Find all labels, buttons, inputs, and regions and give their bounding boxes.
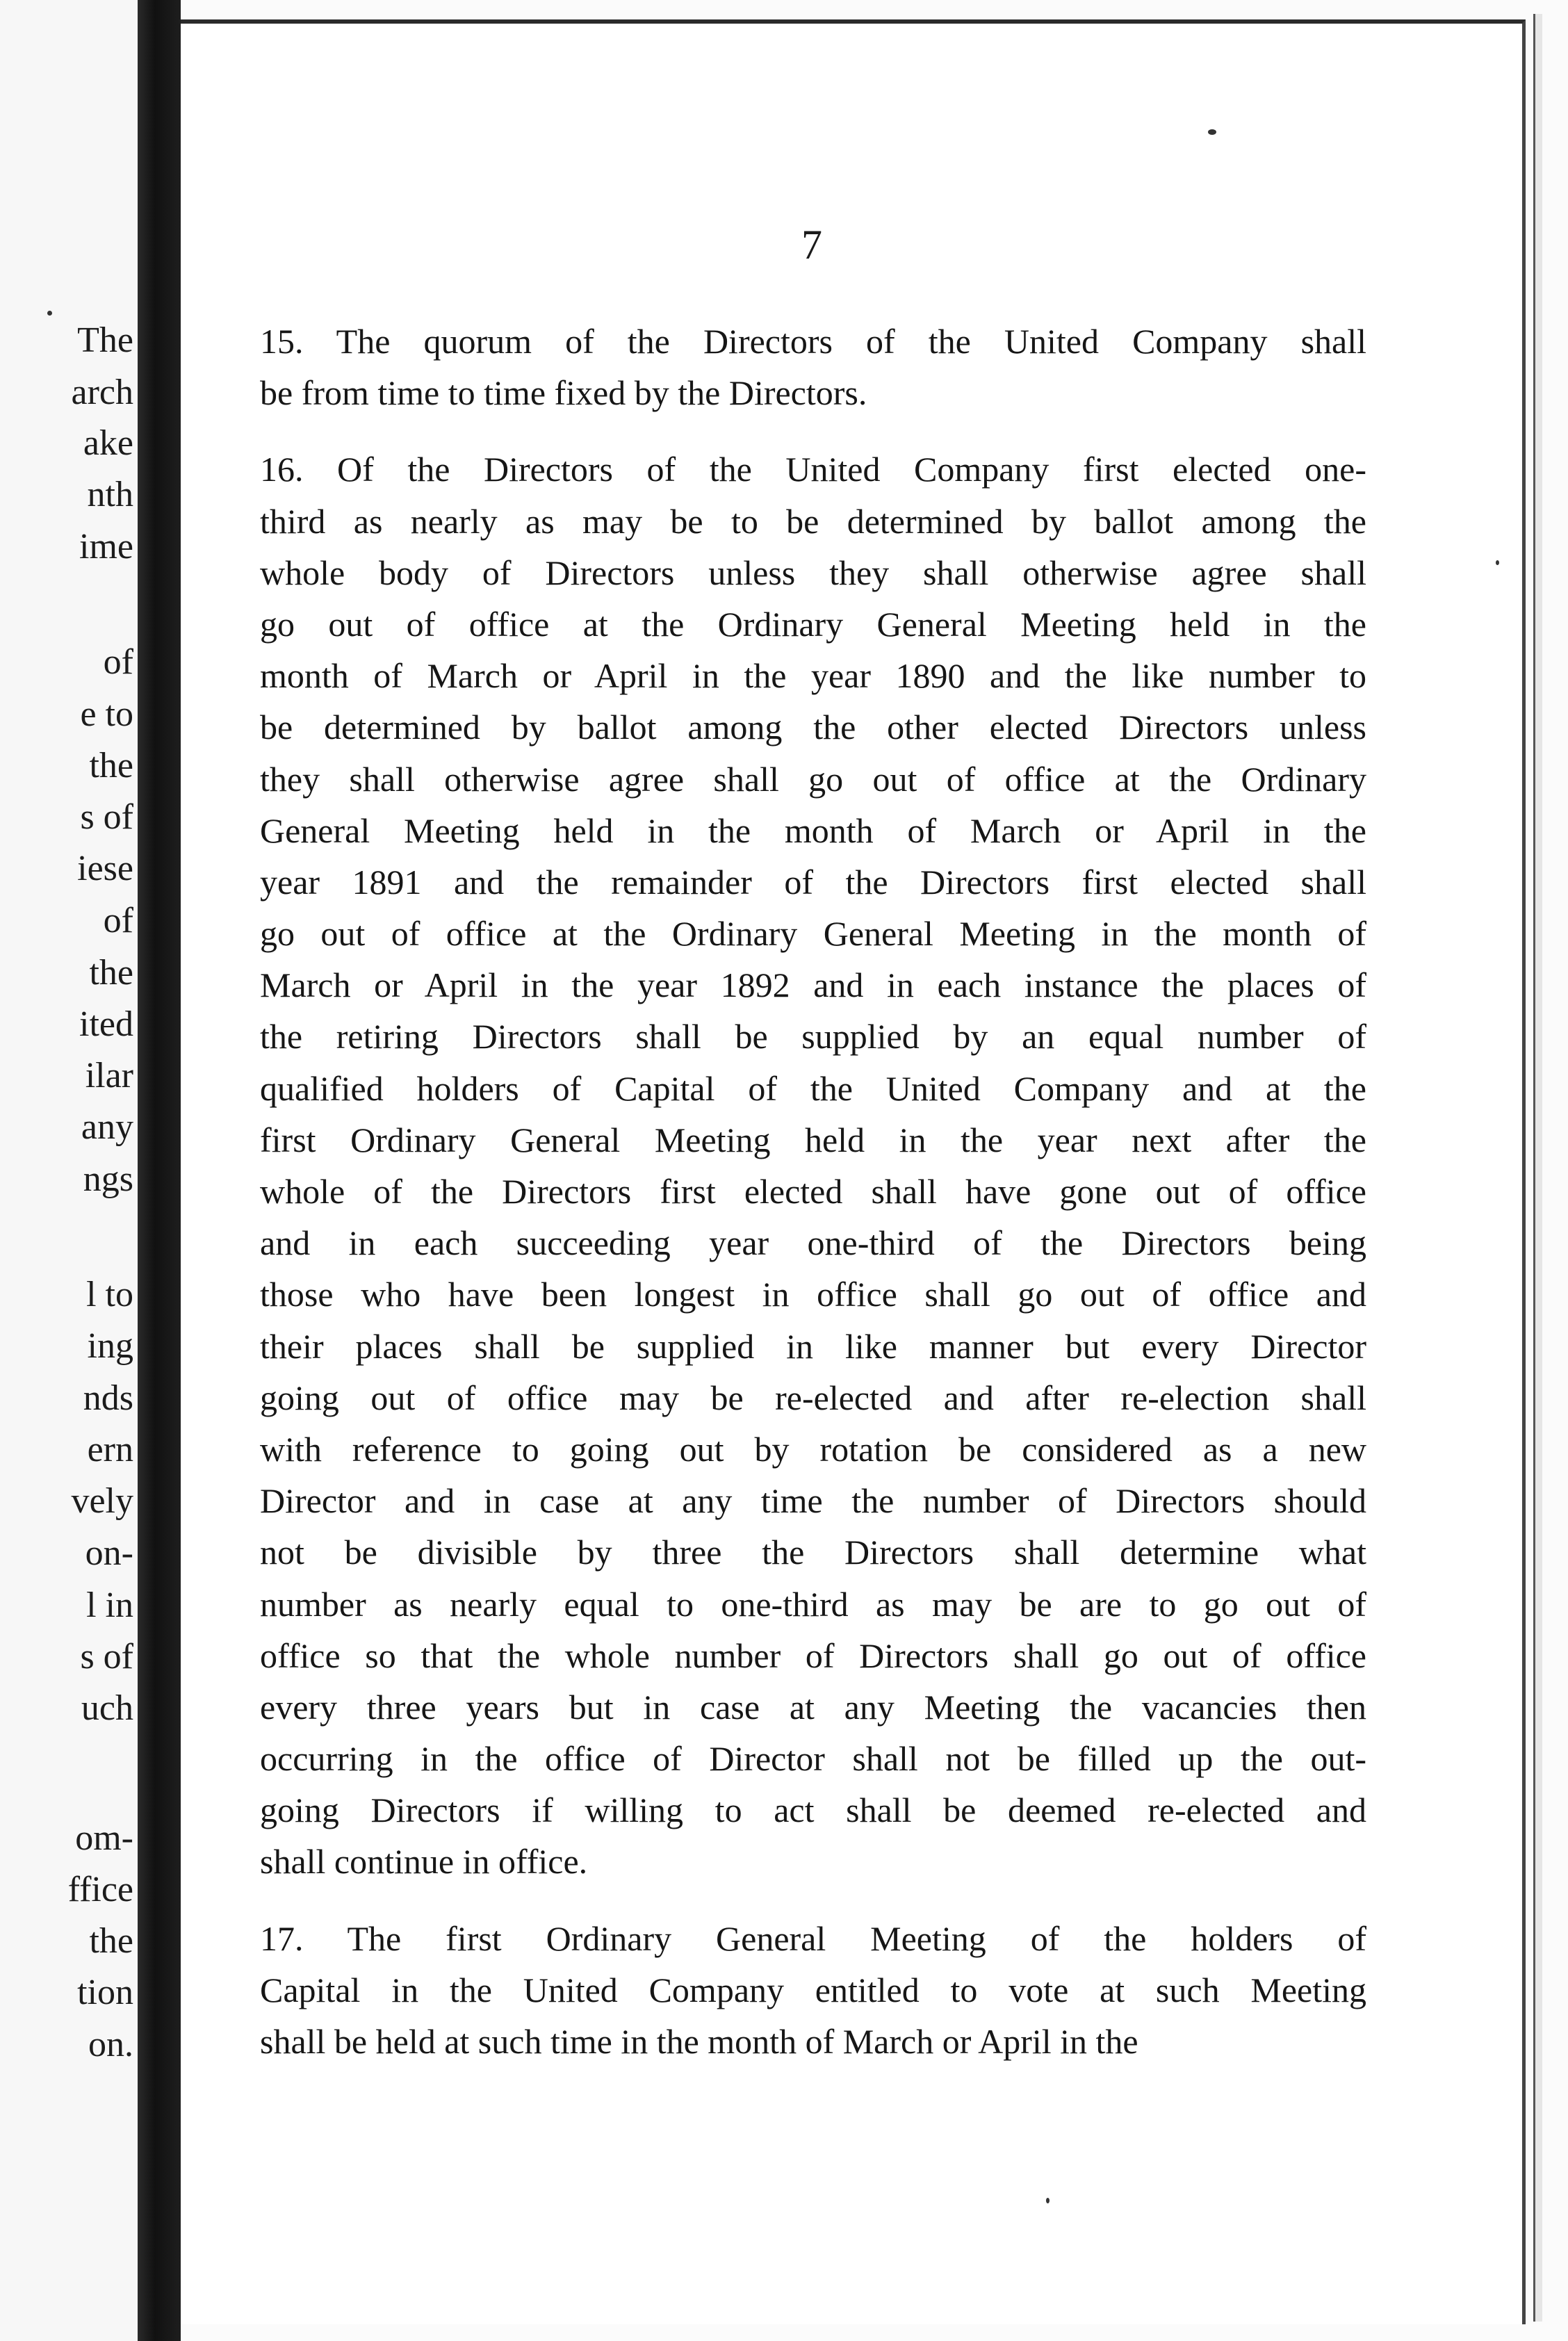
paragraph bbox=[260, 443, 1366, 1887]
facing-page-line: ake bbox=[83, 423, 133, 463]
text-line: be determined by ballot among the other elected Directors unless bbox=[260, 708, 1366, 747]
facing-page-line: om- bbox=[75, 1818, 133, 1858]
text-line: March or April in the year 1892 and in each instance the places of bbox=[260, 965, 1366, 1005]
facing-page-line: ing bbox=[87, 1326, 133, 1366]
facing-page-fragment bbox=[0, 0, 138, 2341]
text-line: go out of office at the Ordinary General Meeting in the month of bbox=[260, 914, 1366, 954]
facing-page-line: ern bbox=[87, 1430, 133, 1469]
facing-page-line: ilar bbox=[85, 1056, 133, 1095]
text-line: shall continue in office. bbox=[260, 1842, 588, 1882]
text-line: not be divisible by three the Directors shall determine what bbox=[260, 1533, 1366, 1572]
facing-page-line: The bbox=[77, 320, 133, 360]
facing-page-line: ime bbox=[79, 527, 133, 566]
text-line: and in each succeeding year one-third of the Directors being bbox=[260, 1223, 1366, 1263]
text-line: 17. The first Ordinary General Meeting of the holders of bbox=[260, 1918, 1366, 1958]
text-line: they shall otherwise agree shall go out of office at the Ordinary bbox=[260, 759, 1366, 799]
facing-page-line: vely bbox=[71, 1481, 133, 1521]
facing-page-line: e to bbox=[80, 694, 133, 734]
facing-page-line: on- bbox=[85, 1533, 133, 1573]
facing-page-line: any bbox=[81, 1107, 133, 1147]
text-line: whole body of Directors unless they shall otherwise agree shall bbox=[260, 553, 1366, 592]
text-line: office so that the whole number of Directors shall go out of office bbox=[260, 1636, 1366, 1675]
text-line: month of March or April in the year 1890 and the like number to bbox=[260, 656, 1366, 696]
facing-page-line: the bbox=[89, 746, 133, 785]
text-line: the retiring Directors shall be supplied by an equal number of bbox=[260, 1017, 1366, 1057]
facing-page-line: l to bbox=[86, 1275, 133, 1314]
facing-page-line: l in bbox=[86, 1585, 133, 1625]
facing-page-line: s of bbox=[80, 1637, 133, 1677]
text-line: number as nearly equal to one-third as may be are to go out of bbox=[260, 1584, 1366, 1624]
facing-page-line: iese bbox=[77, 849, 133, 888]
body-text bbox=[260, 316, 1366, 2067]
page-edge bbox=[1533, 14, 1542, 2322]
text-line: Director and in case at any time the number of Directors should bbox=[260, 1481, 1366, 1521]
ink-speck bbox=[47, 311, 52, 316]
facing-page-line: nds bbox=[83, 1378, 133, 1418]
text-line: those who have been longest in office shall go out of office and bbox=[260, 1275, 1366, 1314]
text-line: with reference to going out by rotation be considered as a new bbox=[260, 1429, 1366, 1469]
text-line: year 1891 and the remainder of the Directors first elected shall bbox=[260, 862, 1366, 902]
text-line: go out of office at the Ordinary General Meeting held in the bbox=[260, 604, 1366, 644]
facing-page-line: ffice bbox=[67, 1870, 133, 1909]
text-line: 15. The quorum of the Directors of the United Company shall bbox=[260, 322, 1366, 361]
text-line: going out of office may be re-elected and after re-election shall bbox=[260, 1378, 1366, 1417]
text-line: Capital in the United Company entitled to vote at such Meeting bbox=[260, 1970, 1366, 2009]
facing-page-line: of bbox=[103, 901, 133, 940]
text-line: whole of the Directors first elected shall have gone out of office bbox=[260, 1172, 1366, 1211]
text-line: be from time to time fixed by the Directors. bbox=[260, 373, 867, 413]
facing-page-line: arch bbox=[71, 373, 133, 412]
book-gutter bbox=[138, 0, 181, 2341]
facing-page-line: the bbox=[89, 953, 133, 993]
text-line: qualified holders of Capital of the United Company and at the bbox=[260, 1068, 1366, 1108]
text-line: third as nearly as may be to be determined by ballot among the bbox=[260, 501, 1366, 541]
facing-page-line: uch bbox=[81, 1688, 133, 1728]
paragraph bbox=[260, 316, 1366, 418]
ink-speck bbox=[1496, 560, 1499, 565]
text-line: their places shall be supplied in like manner but every Director bbox=[260, 1326, 1366, 1366]
facing-page-line: the bbox=[89, 1921, 133, 1961]
ink-speck bbox=[1208, 129, 1216, 135]
facing-page-line: ited bbox=[79, 1004, 133, 1044]
text-line: 16. Of the Directors of the United Company first elected one- bbox=[260, 450, 1366, 489]
text-line: going Directors if willing to act shall be deemed re-elected and bbox=[260, 1791, 1366, 1830]
text-line: General Meeting held in the month of March or April in the bbox=[260, 810, 1366, 850]
ink-speck bbox=[1046, 2198, 1050, 2203]
text-line: first Ordinary General Meeting held in the year next after the bbox=[260, 1120, 1366, 1159]
facing-page-line: tion bbox=[77, 1973, 133, 2012]
facing-page-line: s of bbox=[80, 797, 133, 837]
facing-page-line: nth bbox=[87, 475, 133, 514]
text-line: every three years but in case at any Meeting the vacancies then bbox=[260, 1687, 1366, 1727]
facing-page-line: on. bbox=[88, 2025, 133, 2064]
facing-page-line: ngs bbox=[83, 1159, 133, 1199]
paragraph bbox=[260, 1913, 1366, 2068]
text-line: occurring in the office of Director shall not be filled up the out- bbox=[260, 1739, 1366, 1779]
text-line: shall be held at such time in the month of March or April in the bbox=[260, 2022, 1138, 2061]
facing-page-line: of bbox=[103, 642, 133, 682]
page-number: 7 bbox=[801, 222, 822, 268]
